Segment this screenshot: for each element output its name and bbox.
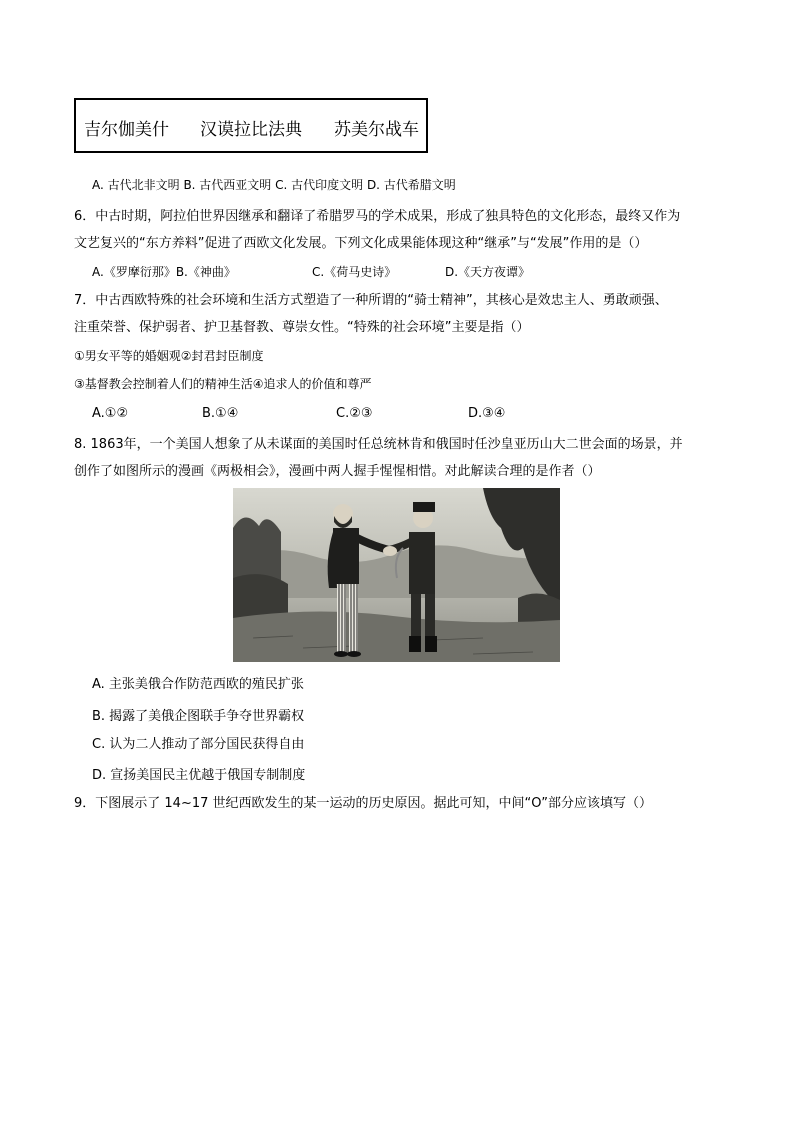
q8-stem-line1: 8. 1863年，一个美国人想象了从未谋面的美国时任总统林肯和俄国时任沙皇亚历山大二世会面的场景，并: [74, 437, 683, 452]
q6-option-c: C.《荷马史诗》: [312, 265, 397, 279]
q6-stem-line1: 6．中古时期，阿拉伯世界因继承和翻译了希腊罗马的学术成果，形成了独具特色的文化形态，最终又作为: [74, 209, 681, 224]
q7-items-3-4: ③基督教会控制着人们的精神生活④追求人的价值和尊严: [74, 377, 372, 391]
q8-option-d: D. 宣扬美国民主优越于俄国专制制度: [92, 768, 306, 783]
q7-stem-line2: 注重荣誉、保护弱者、护卫基督教、尊崇女性。“特殊的社会环境”主要是指（）: [74, 320, 530, 335]
q6-option-d: D.《天方夜谭》: [445, 265, 531, 279]
keyword-hammurabi-code: 汉谟拉比法典: [200, 120, 302, 140]
keyword-box: [74, 98, 428, 153]
q8-stem-line2: 创作了如图所示的漫画《两极相会》，漫画中两人握手惺惺相惜。对此解读合理的是作者（）: [74, 464, 601, 479]
q8-option-b: B. 揭露了美俄企图联手争夺世界霸权: [92, 709, 305, 724]
keyword-sumerian-chariot: 苏美尔战车: [334, 120, 419, 140]
q6-stem-line2: 文艺复兴的“东方养料”促进了西欧文化发展。下列文化成果能体现这种“继承”与“发展”作用的是（）: [74, 236, 648, 251]
q8-option-a: A. 主张美俄合作防范西欧的殖民扩张: [92, 677, 304, 692]
keyword-gilgamesh: 吉尔伽美什: [84, 120, 169, 140]
q9-stem-line1: 9．下图展示了 14~17 世纪西欧发生的某一运动的历史原因。据此可知，中间“O”部分应该填写（）: [74, 796, 652, 811]
q8-option-c: C. 认为二人推动了部分国民获得自由: [92, 737, 305, 752]
q7-stem-line1: 7．中古西欧特殊的社会环境和生活方式塑造了一种所谓的“骑士精神”，其核心是效忠主人、勇敢顽强、: [74, 293, 668, 308]
q5-options: A. 古代北非文明 B. 古代西亚文明 C. 古代印度文明 D. 古代希腊文明: [92, 178, 456, 192]
q7-option-a: A.①②: [92, 406, 129, 421]
q7-items-1-2: ①男女平等的婚姻观②封君封臣制度: [74, 349, 264, 363]
cartoon-two-poles-meet: [233, 488, 560, 662]
q7-option-b: B.①④: [202, 406, 239, 421]
q7-option-d: D.③④: [468, 406, 506, 421]
q6-option-ab: A.《罗摩衍那》B.《神曲》: [92, 265, 236, 279]
q7-option-c: C.②③: [336, 406, 373, 421]
